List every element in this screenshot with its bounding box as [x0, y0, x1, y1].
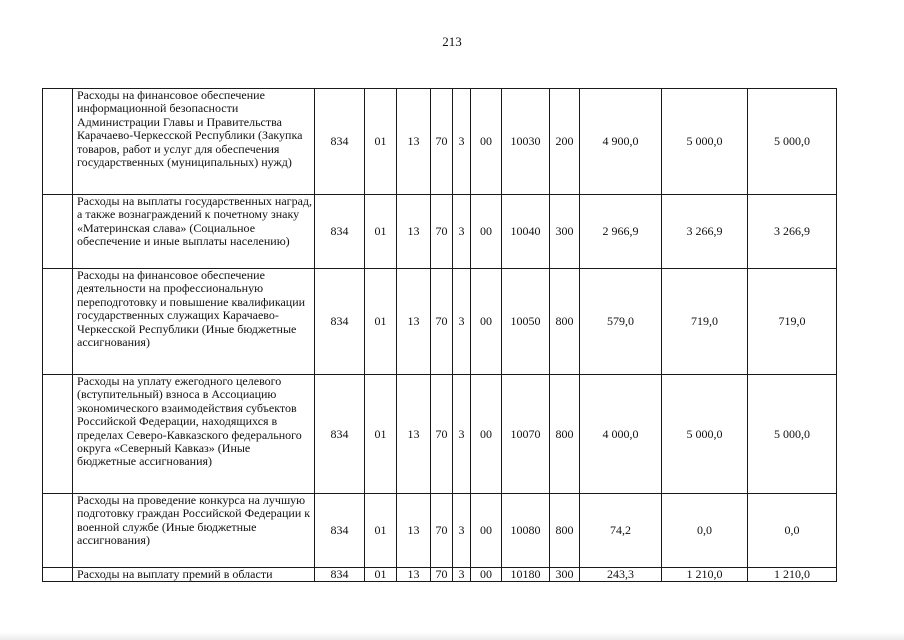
section-code: 01	[365, 494, 397, 568]
row-description: Расходы на проведение конкурса на лучшую подготовку граждан Российской Федерации к военной службе (Иные бюджетные ассигнования)	[73, 494, 315, 568]
subsection-code: 13	[397, 375, 431, 494]
subsection-code: 13	[397, 195, 431, 269]
group-code: 00	[471, 269, 502, 375]
amount-year-1: 579,0	[580, 269, 662, 375]
row-description: Расходы на выплаты государственных наград, а также вознаграждений к почетному знаку «Материнская слава» (Социальное обеспечение и иные выплаты населению)	[73, 195, 315, 269]
subprogram-code: 3	[453, 568, 471, 582]
amount-year-1: 74,2	[580, 494, 662, 568]
subprogram-code: 3	[453, 195, 471, 269]
amount-year-1: 243,3	[580, 568, 662, 582]
group-code: 00	[471, 195, 502, 269]
row-description: Расходы на уплату ежегодного целевого (вступительный) взноса в Ассоциацию экономического взаимодействия субъектов Российской Федерации, находящихся в пределах Северо-Кавказского федерального округа «Северный Кавказ» (Иные бюджетные ассигнования)	[73, 375, 315, 494]
subsection-code: 13	[397, 568, 431, 582]
amount-year-2: 5 000,0	[662, 375, 748, 494]
subprogram-code: 3	[453, 89, 471, 195]
table-row	[43, 494, 837, 568]
table-row	[43, 568, 837, 582]
page-bottom-edge	[0, 632, 904, 640]
row-number-cell	[43, 89, 73, 195]
subsection-code: 13	[397, 269, 431, 375]
ministry-code: 834	[315, 195, 365, 269]
amount-year-2: 5 000,0	[662, 89, 748, 195]
table-row	[43, 375, 837, 494]
direction-code: 10040	[502, 195, 550, 269]
amount-year-2: 1 210,0	[662, 568, 748, 582]
expense-type-code: 300	[550, 195, 580, 269]
program-code: 70	[431, 195, 453, 269]
table-row	[43, 269, 837, 375]
program-code: 70	[431, 568, 453, 582]
program-code: 70	[431, 89, 453, 195]
amount-year-3: 719,0	[748, 269, 837, 375]
section-code: 01	[365, 89, 397, 195]
subprogram-code: 3	[453, 494, 471, 568]
table-row	[43, 195, 837, 269]
ministry-code: 834	[315, 269, 365, 375]
amount-year-3: 1 210,0	[748, 568, 837, 582]
table-row	[43, 89, 837, 195]
row-description: Расходы на финансовое обеспечение информационной безопасности Администрации Главы и Правительства Карачаево-Черкесской Республики (Закупка товаров, работ и услуг для обеспечения государственных (муниципальных) нужд)	[73, 89, 315, 195]
row-number-cell	[43, 568, 73, 582]
amount-year-2: 719,0	[662, 269, 748, 375]
direction-code: 10070	[502, 375, 550, 494]
ministry-code: 834	[315, 494, 365, 568]
expense-type-code: 800	[550, 375, 580, 494]
row-number-cell	[43, 195, 73, 269]
program-code: 70	[431, 375, 453, 494]
amount-year-3: 5 000,0	[748, 375, 837, 494]
subsection-code: 13	[397, 89, 431, 195]
direction-code: 10180	[502, 568, 550, 582]
group-code: 00	[471, 375, 502, 494]
expense-type-code: 800	[550, 494, 580, 568]
row-number-cell	[43, 494, 73, 568]
amount-year-2: 0,0	[662, 494, 748, 568]
amount-year-3: 5 000,0	[748, 89, 837, 195]
amount-year-1: 4 900,0	[580, 89, 662, 195]
page-number: 213	[442, 34, 462, 49]
ministry-code: 834	[315, 89, 365, 195]
amount-year-1: 4 000,0	[580, 375, 662, 494]
group-code: 00	[471, 89, 502, 195]
subsection-code: 13	[397, 494, 431, 568]
budget-expenditure-table	[42, 88, 837, 582]
direction-code: 10080	[502, 494, 550, 568]
row-number-cell	[43, 269, 73, 375]
amount-year-3: 0,0	[748, 494, 837, 568]
direction-code: 10030	[502, 89, 550, 195]
ministry-code: 834	[315, 568, 365, 582]
expense-type-code: 800	[550, 269, 580, 375]
amount-year-3: 3 266,9	[748, 195, 837, 269]
direction-code: 10050	[502, 269, 550, 375]
expense-type-code: 300	[550, 568, 580, 582]
section-code: 01	[365, 195, 397, 269]
section-code: 01	[365, 269, 397, 375]
row-number-cell	[43, 375, 73, 494]
section-code: 01	[365, 568, 397, 582]
program-code: 70	[431, 269, 453, 375]
program-code: 70	[431, 494, 453, 568]
group-code: 00	[471, 494, 502, 568]
subprogram-code: 3	[453, 269, 471, 375]
row-description: Расходы на выплату премий в области	[73, 568, 315, 582]
group-code: 00	[471, 568, 502, 582]
row-description: Расходы на финансовое обеспечение деятельности на профессиональную переподготовку и повышение квалификации государственных служащих Карачаево-Черкесской Республики (Иные бюджетные ассигнования)	[73, 269, 315, 375]
ministry-code: 834	[315, 375, 365, 494]
expense-type-code: 200	[550, 89, 580, 195]
amount-year-2: 3 266,9	[662, 195, 748, 269]
section-code: 01	[365, 375, 397, 494]
subprogram-code: 3	[453, 375, 471, 494]
amount-year-1: 2 966,9	[580, 195, 662, 269]
